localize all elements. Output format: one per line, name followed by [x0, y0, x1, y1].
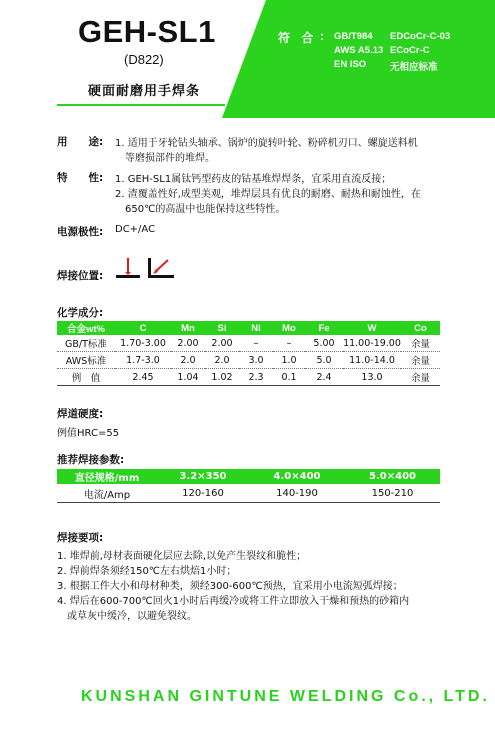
- table-cell: 电流/Amp: [57, 484, 157, 503]
- usage-line-2: 等磨损部件的堆焊。: [125, 153, 215, 164]
- table-cell: 2.00: [171, 335, 205, 352]
- notes-line-1: 1. 堆焊前,母材表面硬化层应去除,以免产生裂纹和脆性；: [57, 551, 307, 562]
- table-cell: 2.00: [205, 335, 239, 352]
- standard-colon: :: [320, 29, 324, 43]
- usage-label: 用 途:: [57, 136, 104, 148]
- chemistry-header: Mo: [273, 321, 305, 335]
- table-cell: 150-210: [345, 484, 440, 503]
- table-cell: 120-160: [157, 484, 249, 503]
- hardness-label: 焊道硬度:: [57, 408, 104, 420]
- polarity-label: 电源极性:: [57, 226, 104, 238]
- chemistry-label: 化学成分:: [57, 307, 104, 319]
- chemistry-header-row: [57, 321, 440, 335]
- table-cell: 0.1: [273, 369, 305, 386]
- standard-aws: AWS A5.13: [334, 45, 384, 56]
- parameters-header: 3.2×350: [157, 469, 249, 484]
- features-line-1: 1. GEH-SL1属钛钙型药皮的钴基堆焊焊条，宜采用直流反接；: [115, 174, 392, 185]
- product-name: 硬面耐磨用手焊条: [88, 84, 201, 99]
- parameters-header: 5.0×400: [345, 469, 440, 484]
- table-cell: 2.0: [171, 352, 205, 369]
- chemistry-header: Co: [401, 321, 440, 335]
- header-underline: [57, 104, 225, 106]
- parameters-table: [57, 469, 440, 503]
- table-cell: 2.3: [239, 369, 273, 386]
- table-cell: 余量: [401, 335, 440, 352]
- notes-line-3: 3. 根据工件大小和母材种类，须经300-600℃预热，宜采用小电流短弧焊接；: [57, 581, 403, 592]
- usage-line-1: 1. 适用于牙轮钻头轴承、锅炉的旋转叶轮、粉碎机刃口、螺旋送料机: [115, 138, 418, 149]
- chemistry-header: Si: [205, 321, 239, 335]
- chemistry-header: Ni: [239, 321, 273, 335]
- table-cell: AWS标准: [57, 352, 115, 369]
- table-row: [57, 484, 440, 503]
- standard-label: 符 合: [278, 31, 318, 45]
- table-cell: 余量: [401, 369, 440, 386]
- chemistry-header: W: [343, 321, 401, 335]
- product-subtitle: (D822): [124, 52, 164, 67]
- parameters-header: 直径规格/mm: [57, 469, 157, 484]
- table-cell: 2.4: [305, 369, 343, 386]
- parameters-label: 推荐焊接参数:: [57, 454, 125, 466]
- features-line-3: 650℃的高温中也能保持这些特性。: [125, 204, 286, 215]
- table-cell: 2.45: [115, 369, 171, 386]
- standard-en-class: 无相应标准: [390, 62, 438, 73]
- features-label: 特 性:: [57, 172, 104, 184]
- table-cell: 1.70-3.00: [115, 335, 171, 352]
- flat-position-icon: [114, 256, 142, 280]
- table-cell: 11.0-14.0: [343, 352, 401, 369]
- table-cell: 1.7-3.0: [115, 352, 171, 369]
- polarity-value: DC+/AC: [115, 224, 156, 235]
- table-cell: 余量: [401, 352, 440, 369]
- table-cell: 5.0: [305, 352, 343, 369]
- notes-label: 焊接要项:: [57, 532, 104, 544]
- chemistry-table: [57, 321, 440, 386]
- table-cell: 1.0: [273, 352, 305, 369]
- table-cell: 13.0: [343, 369, 401, 386]
- notes-line-5: 或草灰中缓冷，以避免裂纹。: [67, 611, 197, 622]
- table-cell: –: [273, 335, 305, 352]
- parameters-header-row: [57, 469, 440, 484]
- features-line-2: 2. 渣覆盖性好,成型美观，堆焊层具有优良的耐磨、耐热和耐蚀性，在: [115, 189, 421, 200]
- table-cell: GB/T标准: [57, 335, 115, 352]
- chemistry-header: Fe: [305, 321, 343, 335]
- table-cell: 2.0: [205, 352, 239, 369]
- table-row: [57, 335, 440, 352]
- table-cell: 1.04: [171, 369, 205, 386]
- horizontal-fillet-position-icon: [146, 256, 176, 280]
- chemistry-header: C: [115, 321, 171, 335]
- table-cell: 5.00: [305, 335, 343, 352]
- table-cell: 140-190: [249, 484, 345, 503]
- table-cell: –: [239, 335, 273, 352]
- standard-aws-class: ECoCr-C: [390, 45, 430, 56]
- table-cell: 例 值: [57, 369, 115, 386]
- positions-label: 焊接位置:: [57, 270, 104, 282]
- company-name: KUNSHAN GINTUNE WELDING Co., LTD.: [81, 688, 490, 705]
- table-row: [57, 352, 440, 369]
- chemistry-header: 合金wt%: [57, 321, 115, 335]
- parameters-header: 4.0×400: [249, 469, 345, 484]
- table-cell: 3.0: [239, 352, 273, 369]
- hardness-value: 例值HRC=55: [57, 428, 120, 439]
- standard-en: EN ISO: [334, 59, 367, 70]
- table-row: [57, 369, 440, 386]
- product-title: GEH-SL1: [78, 14, 216, 49]
- notes-line-2: 2. 焊前焊条须经150℃左右烘焙1小时；: [57, 566, 237, 577]
- table-cell: 11.00-19.00: [343, 335, 401, 352]
- standard-gb-class: EDCoCr-C-03: [390, 31, 451, 42]
- notes-line-4: 4. 焊后在600-700℃回火1小时后再缓冷或将工件立即放入干燥和预热的砂箱内: [57, 596, 410, 607]
- chemistry-header: Mn: [171, 321, 205, 335]
- standard-gb: GB/T984: [334, 31, 373, 42]
- table-cell: 1.02: [205, 369, 239, 386]
